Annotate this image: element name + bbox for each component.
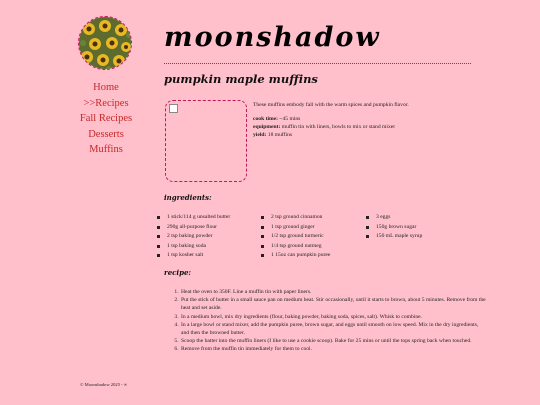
recipe-title: pumpkin maple muffins xyxy=(164,72,318,86)
recipe-step: 1. Heat the oven to 350F. Line a muffin tin with paper liners. xyxy=(180,288,486,296)
recipe-step: 4. In a large bowl or stand mixer, add the pumpkin puree, brown sugar, and eggs until smooth on low speed. Mix in the dry ingredients, and then the browned butter. xyxy=(180,321,486,337)
cook-time-label: cook time: xyxy=(253,116,279,122)
recipe-intro xyxy=(253,101,478,139)
ingredient-item: 2 tsp ground cinnamon xyxy=(261,213,330,223)
nav-item-home[interactable]: Home xyxy=(93,82,119,93)
broken-image-icon xyxy=(169,104,178,113)
ingredient-item: 3 eggs xyxy=(366,213,422,223)
recipe-step: 3. In a medium bowl, mix dry ingredients (flour, baking powder, baking soda, spices, salt). Whisk to combine. xyxy=(180,313,486,321)
nav-item-desserts[interactable]: Desserts xyxy=(88,128,124,140)
sidebar-nav xyxy=(70,80,142,158)
ingredients-heading: ingredients: xyxy=(164,193,212,202)
ingredient-item: 290g all-purpose flour xyxy=(157,223,230,233)
sunflower-logo-image xyxy=(79,17,132,70)
recipe-image xyxy=(165,100,247,182)
title-divider xyxy=(164,63,471,64)
cook-time-row xyxy=(253,115,478,123)
ingredient-item: 1 tsp kosher salt xyxy=(157,251,230,261)
site-title: moonshadow xyxy=(164,22,381,53)
yield-label: yield: xyxy=(253,132,267,138)
recipe-step: 5. Scoop the batter into the muffin liners (I like to use a cookie scoop). Bake for 25 mins or until the tops spring back when touched. xyxy=(180,337,486,345)
nav-item-muffins[interactable]: Muffins xyxy=(89,144,123,155)
ingredient-item: 1 stick/114 g unsalted butter xyxy=(157,213,230,223)
ingredients-list-col3 xyxy=(366,213,422,242)
nav-item-fall-recipes[interactable]: Fall Recipes xyxy=(79,113,133,124)
ingredient-item: 1 15oz can pumpkin puree xyxy=(261,251,330,261)
recipe-meta xyxy=(253,115,478,139)
ingredient-item: 150 mL maple syrup xyxy=(366,232,422,242)
ingredients-list-col2 xyxy=(261,213,330,261)
recipe-step: 6. Remove from the muffin tin immediately for them to cool. xyxy=(180,345,486,353)
cook-time-value: ~45 mins xyxy=(279,116,301,122)
site-logo[interactable] xyxy=(78,16,132,70)
recipe-step: 2. Put the stick of butter in a small sauce pan on medium heat. Stir occasionally, until it starts to brown, about 5 minutes. Remove from the heat and set aside. xyxy=(180,296,486,312)
equipment-value: muffin tin with liners, bowls to mix or stand mixer xyxy=(281,124,396,130)
ingredient-item: 1 tsp ground ginger xyxy=(261,223,330,233)
ingredient-item: 1 tsp baking soda xyxy=(157,242,230,252)
recipe-steps-heading: recipe: xyxy=(164,268,191,277)
ingredients-list-col1 xyxy=(157,213,230,261)
nav-item-recipes[interactable]: >>Recipes xyxy=(83,97,129,109)
intro-text: These muffins embody fall with the warm spices and pumpkin flavor. xyxy=(253,102,409,108)
recipe-steps-list xyxy=(172,288,486,354)
equipment-row xyxy=(253,123,478,131)
ingredient-item: 150g brown sugar xyxy=(366,223,422,233)
yield-row xyxy=(253,131,478,139)
ingredient-item: 1/2 tsp ground turmeric xyxy=(261,232,330,242)
yield-value: 18 muffins xyxy=(267,132,293,138)
equipment-label: equipment: xyxy=(253,124,281,130)
ingredient-item: 1/4 tsp ground nutmeg xyxy=(261,242,330,252)
footer-copyright: © Moonshadow 2025 - ∞ xyxy=(80,382,128,387)
ingredient-item: 2 tsp baking powder xyxy=(157,232,230,242)
